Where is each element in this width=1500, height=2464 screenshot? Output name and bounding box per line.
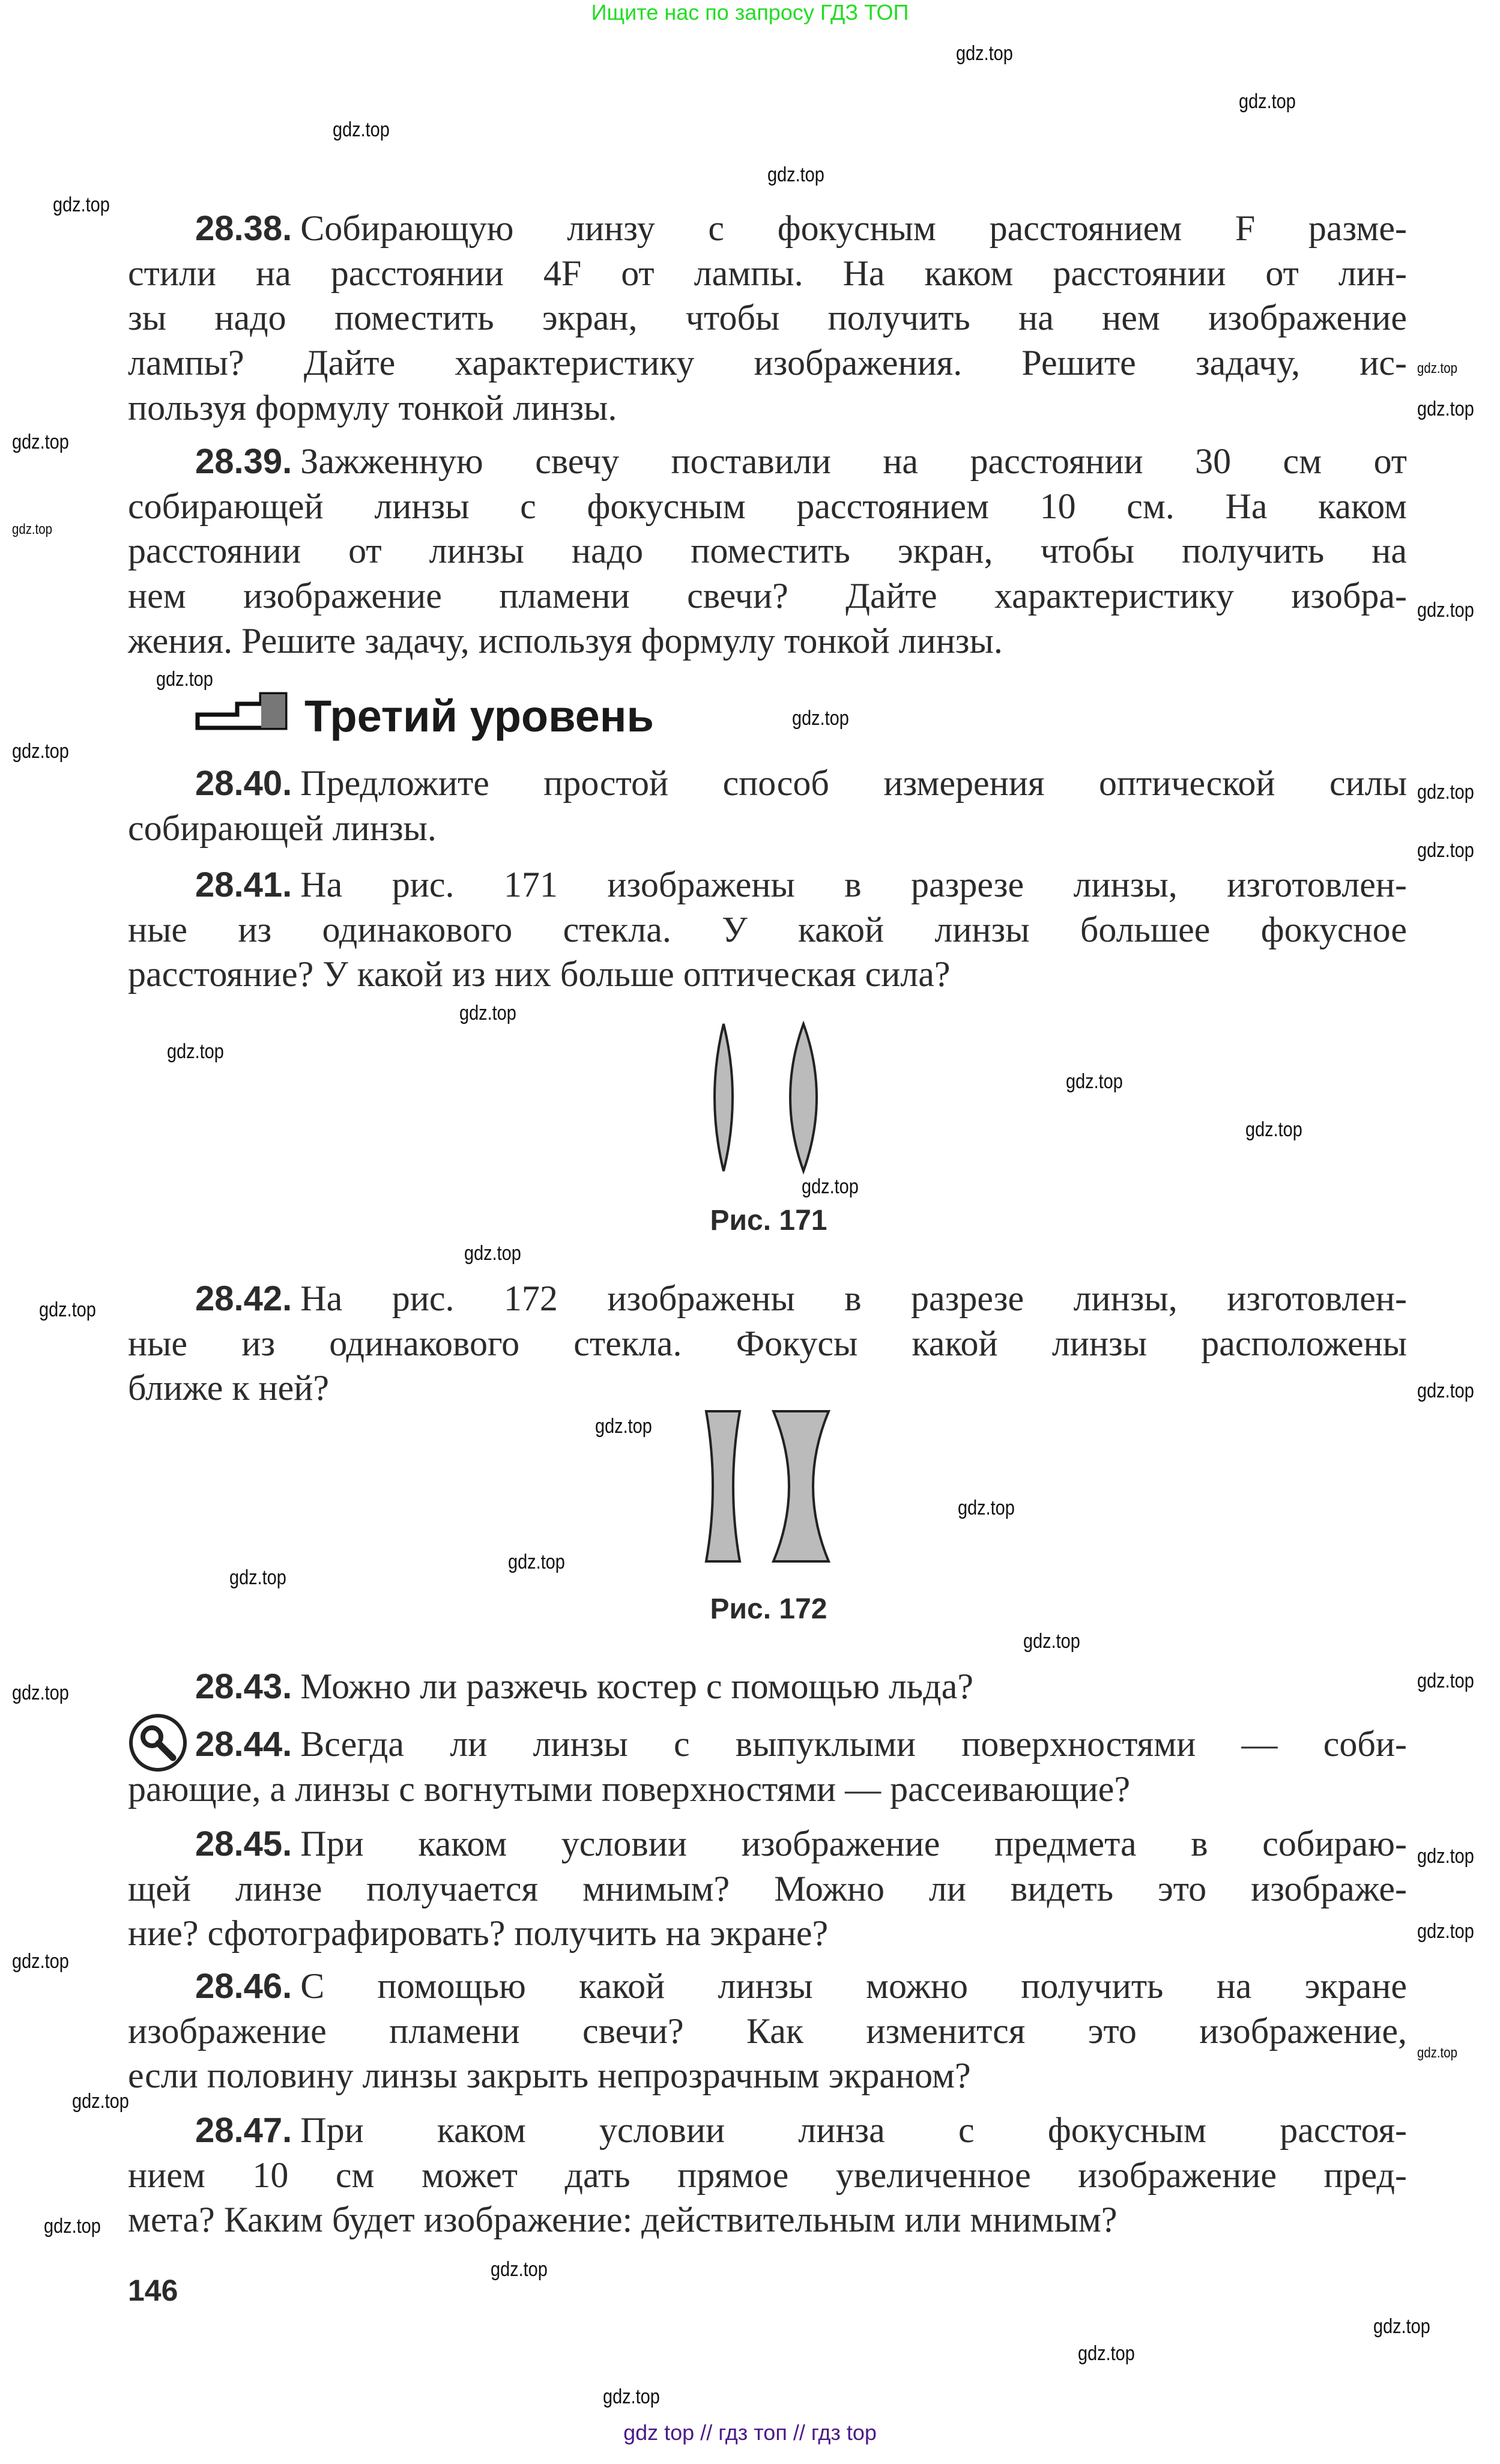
problem-line (128, 1276, 1407, 1321)
problem-line (128, 386, 1407, 431)
problem-28-46 (128, 1964, 1407, 2098)
figure-171-caption: Рис. 171 (710, 1205, 827, 1237)
problem-line (128, 1767, 1407, 1812)
problem-28-47 (128, 2108, 1407, 2242)
problem-28-40 (128, 761, 1407, 850)
problem-line (128, 2108, 1407, 2153)
problem-number: 28.42. (195, 1279, 292, 1318)
watermark: gdz.top (1023, 1630, 1080, 1653)
watermark: gdz.top (603, 2385, 660, 2408)
problem-line (128, 341, 1407, 386)
convex-lens-thin (715, 1024, 733, 1171)
watermark: gdz.top (464, 1242, 521, 1265)
problem-number: 28.39. (195, 442, 292, 481)
stairs-level-icon (195, 691, 288, 731)
problem-text: При каком условии линза с фокусным расстоя- (300, 2110, 1407, 2150)
problem-line (128, 1964, 1407, 2009)
watermark: gdz.top (956, 42, 1013, 65)
watermark: gdz.top (12, 1950, 69, 1973)
problem-text: собирающей линзы с фокусным расстоянием 10 см. На каком (128, 486, 1407, 526)
figure-172-caption: Рис. 172 (710, 1593, 827, 1625)
watermark: gdz.top (491, 2258, 548, 2281)
problem-line (128, 1321, 1407, 1366)
problem-text: нем изображение пламени свечи? Дайте характеристику изобра- (128, 576, 1407, 616)
problem-28-42 (128, 1276, 1407, 1411)
problem-line (128, 2153, 1407, 2198)
problem-text: стили на расстоянии 4F от лампы. На каком расстоянии от лин- (128, 253, 1407, 293)
problem-28-44 (128, 1722, 1407, 1811)
problem-number: 28.41. (195, 865, 292, 904)
watermark: gdz.top (1417, 2045, 1457, 2061)
problem-text: С помощью какой линзы можно получить на экране (300, 1966, 1407, 2006)
problem-line (128, 952, 1407, 997)
problem-line (128, 1366, 1407, 1411)
problem-28-39 (128, 439, 1407, 663)
watermark: gdz.top (1417, 398, 1474, 420)
problem-text: ние? сфотографировать? получить на экране? (128, 1913, 829, 1954)
watermark: gdz.top (1417, 1379, 1474, 1402)
problem-line (128, 484, 1407, 529)
watermark: gdz.top (958, 1497, 1015, 1519)
problem-text: жения. Решите задачу, используя формулу тонкой линзы. (128, 620, 1003, 661)
section-heading: Третий уровень (304, 691, 654, 741)
problem-text: зы надо поместить экран, чтобы получить на нем изображение (128, 298, 1407, 338)
problem-line (128, 1821, 1407, 1866)
problem-line (128, 806, 1407, 851)
problem-line (128, 295, 1407, 341)
problem-number: 28.46. (195, 1967, 292, 2006)
watermark: gdz.top (802, 1175, 859, 1198)
watermark: gdz.top (12, 431, 69, 453)
page-number: 146 (128, 2274, 178, 2307)
watermark: gdz.top (39, 1298, 96, 1321)
problem-line (128, 528, 1407, 574)
problem-line (128, 2053, 1407, 2098)
watermark: gdz.top (1245, 1118, 1302, 1141)
problem-line (128, 619, 1407, 664)
problem-text: рающие, а линзы с вогнутыми поверхностями — рассеивающие? (128, 1769, 1131, 1809)
watermark: gdz.top (1078, 2342, 1135, 2365)
figure-171-convex-lenses (703, 1021, 835, 1177)
problem-text: Зажженную свечу поставили на расстоянии 30 см от (300, 441, 1407, 481)
problem-number: 28.40. (195, 764, 292, 803)
watermark: gdz.top (508, 1551, 565, 1573)
problem-text: изображение пламени свечи? Как изменится это изображение, (128, 2011, 1407, 2051)
problem-text: При каком условии изображение предмета в собираю- (300, 1824, 1407, 1863)
problem-line (128, 907, 1407, 952)
problem-line (128, 1866, 1407, 1912)
search-banner[interactable]: Ищите нас по запросу ГДЗ ТОП (591, 0, 909, 25)
watermark: gdz.top (229, 1566, 286, 1589)
problem-line (128, 574, 1407, 619)
problem-text: пользуя формулу тонкой линзы. (128, 387, 617, 428)
watermark: gdz.top (1417, 1920, 1474, 1943)
watermark: gdz.top (459, 1002, 516, 1025)
watermark: gdz.top (792, 707, 849, 730)
problem-text: ближе к ней? (128, 1368, 330, 1408)
watermark: gdz.top (44, 2215, 101, 2238)
problem-28-45 (128, 1821, 1407, 1956)
problem-28-43 (128, 1664, 1407, 1709)
problem-line (128, 206, 1407, 251)
concave-lens-thin (706, 1411, 740, 1561)
problem-text: мета? Каким будет изображение: действительным или мнимым? (128, 2200, 1117, 2240)
problem-line (128, 251, 1407, 296)
footer-links[interactable]: gdz top // гдз топ // гдз top (623, 2420, 877, 2445)
problem-number: 28.45. (195, 1824, 292, 1863)
watermark: gdz.top (1417, 1669, 1474, 1692)
problem-text: расстоянии от линзы надо поместить экран, чтобы получить на (128, 531, 1407, 571)
problem-line (128, 1722, 1407, 1767)
problem-text: расстояние? У какой из них больше оптическая сила? (128, 954, 951, 994)
problem-line (128, 761, 1407, 806)
problem-text: На рис. 172 изображены в разрезе линзы, изготовлен- (300, 1279, 1407, 1318)
watermark: gdz.top (12, 521, 52, 537)
problem-line (128, 439, 1407, 484)
watermark: gdz.top (333, 118, 390, 141)
watermark: gdz.top (1373, 2315, 1430, 2338)
watermark: gdz.top (156, 668, 213, 691)
problem-number: 28.38. (195, 209, 292, 248)
watermark: gdz.top (12, 1682, 69, 1704)
problem-text: если половину линзы закрыть непрозрачным экраном? (128, 2056, 971, 2096)
watermark: gdz.top (1417, 839, 1474, 862)
problem-text: На рис. 171 изображены в разрезе линзы, изготовлен- (300, 865, 1407, 904)
problem-number: 28.47. (195, 2111, 292, 2150)
problem-number: 28.43. (195, 1667, 292, 1706)
watermark: gdz.top (72, 2090, 129, 2113)
watermark: gdz.top (595, 1415, 652, 1438)
problem-line (128, 2009, 1407, 2054)
problem-text: щей линзе получается мнимым? Можно ли видеть это изображе- (128, 1868, 1407, 1909)
watermark: gdz.top (1417, 599, 1474, 622)
watermark: gdz.top (53, 193, 110, 216)
watermark: gdz.top (167, 1040, 224, 1063)
watermark: gdz.top (12, 740, 69, 763)
problem-line (128, 1664, 1407, 1709)
problem-line (128, 862, 1407, 907)
problem-text: Собирающую линзу с фокусным расстоянием F разме- (300, 208, 1407, 248)
problem-28-41 (128, 862, 1407, 997)
problem-line (128, 1911, 1407, 1956)
problem-number: 28.44. (195, 1725, 292, 1764)
problem-text: Можно ли разжечь костер с помощью льда? (300, 1666, 973, 1706)
watermark: gdz.top (767, 163, 824, 186)
watermark: gdz.top (1417, 781, 1474, 804)
problem-line (128, 2197, 1407, 2242)
convex-lens-thick (790, 1024, 817, 1171)
watermark: gdz.top (1417, 360, 1457, 377)
problem-28-38 (128, 206, 1407, 430)
problem-text: нием 10 см может дать прямое увеличенное изображение пред- (128, 2155, 1407, 2195)
watermark: gdz.top (1066, 1070, 1123, 1093)
watermark: gdz.top (1239, 90, 1296, 113)
problem-text: лампы? Дайте характеристику изображения. Решите задачу, ис- (128, 343, 1407, 383)
concave-lens-thick (773, 1411, 829, 1561)
watermark: gdz.top (1417, 1845, 1474, 1868)
problem-text: собирающей линзы. (128, 808, 437, 848)
problem-text: ные из одинакового стекла. Фокусы какой линзы расположены (128, 1323, 1407, 1363)
problem-text: ные из одинакового стекла. У какой линзы большее фокусное (128, 909, 1407, 949)
problem-text: Предложите простой способ измерения оптической силы (300, 763, 1407, 803)
figure-172-concave-lenses (703, 1408, 835, 1567)
problem-text: Всегда ли линзы с выпуклыми поверхностями — соби- (300, 1724, 1407, 1764)
